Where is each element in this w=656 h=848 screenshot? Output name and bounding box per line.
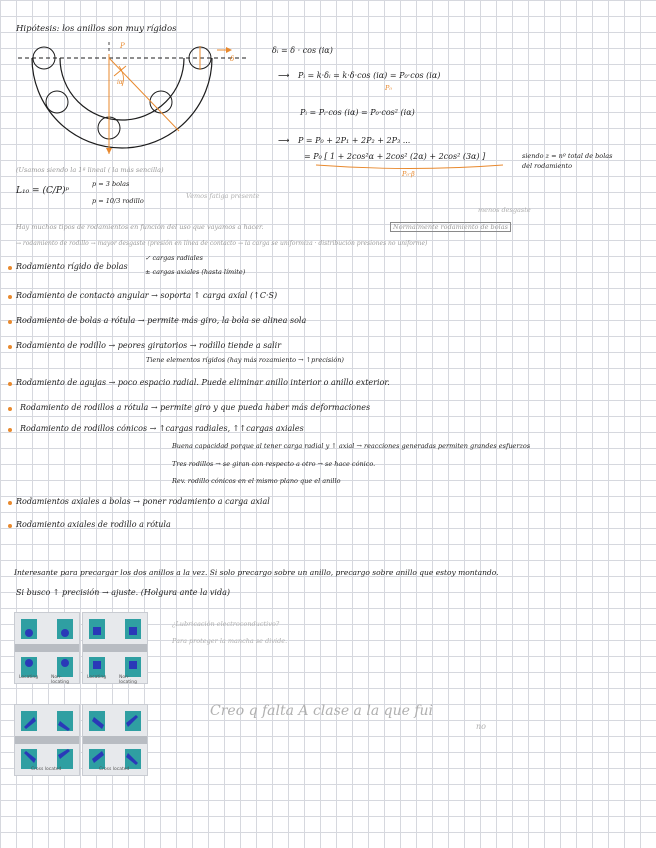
arrow-1: ⟶ [278,71,290,80]
bullet-rigid-ball-axial: ± cargas axiales (hasta límite) [145,268,246,276]
bullet-tapered-sub-2: Tres rodillos → se giran con respecto a otro → se hace cónico. [172,460,376,468]
bullet-tapered-sub-1: Buena capacidad porque al tener carga radial y ↑ axial → reacciones generadas permiten grandes esfuerzos [172,442,531,450]
paragraph-boxed-note: Normalmente rodamiento de bolas [390,222,511,232]
paragraph-line-1: Hay muchos tipos de rodamientos en función del uso que vayamos a hacer. [16,223,264,231]
bullet-rigid-ball: Rodamiento rígido de bolas [16,262,128,271]
image-3-label: Cross located [31,767,62,772]
image-1-label-b: Non-locating [51,675,69,685]
bullet-self-aligning-ball: Rodamiento de bolas a rótula → permite más giro, la bola se alinea sola [16,316,307,325]
bullet-axial-roller: Rodamiento axiales de rodillo a rótula [16,520,171,529]
bearing-image-2 [82,612,148,684]
bullet-needle: Rodamiento de agujas → poco espacio radial. Puede eliminar anillo interior o anillo exterior. [16,378,390,387]
image-4-label: Cross located [99,767,130,772]
life-note: (Usamos siendo la 1ª lineal ( la más sencilla) [16,166,164,174]
life-formula: L₁₀ = (C/P)ᵖ [16,186,70,196]
side-note-2: del rodamiento [522,162,573,170]
equation-5-underbrace: P₀·β [402,170,415,178]
equation-2-underbrace: P₀ [385,84,392,92]
bullet-axial-ball: Rodamientos axiales a bolas → poner rodamiento a carga axial [16,497,270,506]
question-lubrication: ¿Lubricación electroconductivo? [172,620,280,628]
arrow-2: ⟶ [278,136,290,145]
image-2-label-b: Non-locating [119,675,137,685]
image-1-label-a: Locating [19,675,39,680]
bullet-spherical-roller: Rodamiento de rodillos a rótula → permite giro y que pueda haber más deformaciones [20,403,371,412]
bearing-image-4 [82,704,148,776]
bullet-tapered-sub-3: Rev. rodillo cónicos en el mismo plano que el anillo [172,477,341,485]
equation-1: δᵢ = δ · cos (iα) [272,46,333,55]
pencil-note: Creo q falta A clase a la que fui [210,703,434,719]
equation-4: P = P₀ + 2P₁ + 2P₂ + 2P₃ ... [298,136,411,145]
preload-note: Interesante para precargar los dos anillos a la vez. Si solo precargo sobre un anillo, precargo sobre anillo que estoy montando. [14,568,499,577]
image-2-label-a: Locating [87,675,107,680]
diagram-label-delta: δ [230,55,235,63]
bearing-image-2-art [83,613,147,683]
bullet-rigid-ball-radial: ✓ cargas radiales [145,254,203,262]
equation-5: = P₀ [ 1 + 2cos²α + 2cos² (2α) + 2cos² (3α) ] [304,152,486,161]
bullet-roller-sub: Tiene elementos rígidos (hay más rozamiento → ↑precisión) [146,356,344,364]
bullet-dot [8,407,12,411]
bullet-dot [8,524,12,528]
fatigue-note: Vemos fatiga presente [186,192,260,200]
paragraph-line-2: → rodamiento de rodillo → mayor desgaste (presión en línea de contacto → la carga se uniformiza · distribución presiones no uniforme) [16,240,428,247]
equation-3: Pᵢ = Pᵢ·cos (iα) = P₀·cos² (iα) [300,108,415,117]
bearing-image-3-art [15,705,79,775]
diagram-label-p: P [120,42,125,50]
bullet-angular-contact: Rodamiento de contacto angular → soporta ↑ carga axial (↑C·S) [16,291,278,300]
bullet-dot [8,295,12,299]
bearing-image-3 [14,704,80,776]
bearing-image-1-art [15,613,79,683]
question-protect: Para proteger la mancha se divide. [172,637,288,645]
bearing-image-4-art [83,705,147,775]
less-wear-tag: menos desgaste [478,206,531,214]
bullet-dot [8,501,12,505]
bullet-dot [8,382,12,386]
diagram-label-ia: iα [117,79,123,86]
bearing-diagram [14,36,254,176]
hypothesis-heading: Hipótesis: los anillos son muy rígidos [16,24,177,34]
bullet-dot [8,428,12,432]
side-note-1: siendo z = nº total de bolas [522,152,613,160]
bullet-dot [8,266,12,270]
life-p-bolas: p = 3 bolas [92,180,130,188]
bullet-roller: Rodamiento de rodillo → peores giratorios → rodillo tiende a salir [16,341,282,350]
pencil-note-no: no [476,722,486,731]
bullet-tapered-roller: Rodamiento de rodillos cónicos → ↑cargas radiales, ↑↑cargas axiales [20,424,304,433]
bullet-dot [8,345,12,349]
bearing-image-1 [14,612,80,684]
precision-note: Si busco ↑ precisión → ajuste. (Holgura ante la vida) [16,588,230,597]
life-p-rodillo: p = 10/3 rodillo [92,197,144,205]
equation-2: Pᵢ = k·δᵢ = k·δ·cos (iα) = P₀·cos (iα) [298,71,441,80]
bullet-dot [8,320,12,324]
